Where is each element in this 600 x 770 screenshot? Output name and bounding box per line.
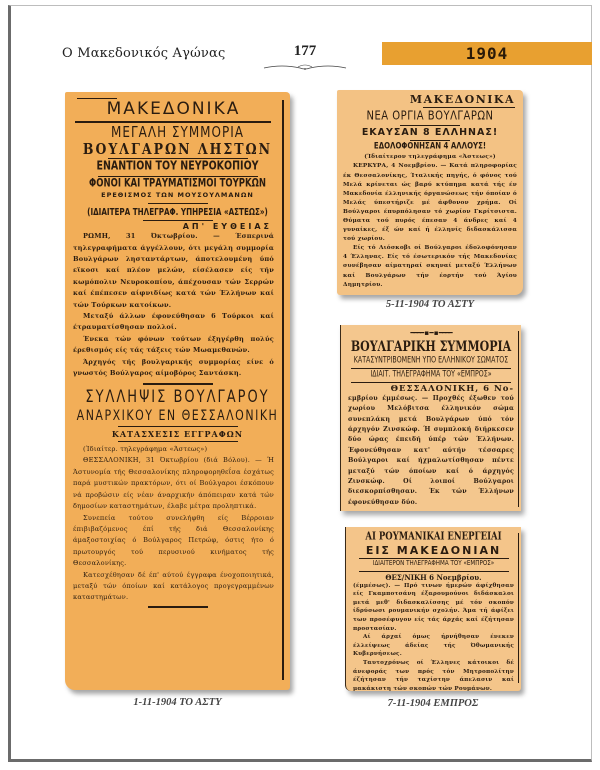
divider [118,441,238,442]
page-number: 177 [293,43,317,59]
paragraph: Συνεπεία τούτου συνελήφθη είς Βέρροιαν έπιβιβαζόμενος έπί τής διά Θεσσαλονίκης άμαξοστοιχίας ό Βούλγαρος Πετρώφ, όστις ήτο ό πρωτουργός τού περυσινού κινήματος τής Θεσσαλονίκης. [73,513,274,568]
divider [423,107,515,108]
dateline: ΘΕΣ/ΝΙΚΗ 6 Νοεμβρίου. [385,573,482,583]
headline: ΒΟΥΛΓΑΡΩΝ ΛΗΣΤΩΝ [82,139,273,158]
divider [148,606,208,608]
ornament-divider-icon: ━━━━ ▪ ━ ▪ ━━━━ [410,329,452,337]
caption: 7-11-1904 ΕΜΠΡΟΣ [387,698,479,709]
paragraph: Μεταξύ άλλων έφονεύθησαν 6 Τούρκοι καί έτραυματίσθησαν πολλοί. [73,312,274,332]
headline: ΝΕΑ ΟΡΓΙΑ ΒΟΥΛΓΑΡΩΝ [366,109,494,123]
section-title: ΜΑΚΕΔΟΝΙΚΑ [409,93,515,106]
paragraph: ΘΕΣΣΑΛΟΝΙΚΗ, 31 Όκτωβρίου (διά Βόλου). — Ή Άστυνομία τής Θεσσαλονίκης πληροφορηθεΐσα έσχάτως παρά μυστικών πρακτόρων, ότι οί Βούλγαροι έσκόπουν νά προβώσιν είς νέαν άναρχικήν άπόπειραν κατά τών δημοσίων καταστημάτων, έλαβε μέτρα προληπτικά. [73,456,274,511]
source-line: ΙΔΙΑΙΤΕΡΟΝ ΤΗΛΕΓΡΑΦΗΜΑ ΤΟΥ «ΕΜΠΡΟΣ» [372,560,495,569]
source-line: (ΙΔΙΑΙΤΕΡΑ ΤΗΛΕΓΡΑΦ. ΥΠΗΡΕΣΙΑ «ΑΣΤΕΩΣ») [87,205,268,218]
source-line: (Ίδιαίτερ. τηλεγράφημα «Άστεως») [83,445,208,454]
headline: ΕΡΕΘΙΣΜΟΣ ΤΩΝ ΜΟΥΣΟΥΛΜΑΝΩΝ [101,191,254,200]
source-line: ΙΔΙΑΙΤ. ΤΗΛΕΓΡΑΦΗΜΑ ΤΟΥ «ΕΜΠΡΟΣ» [370,369,492,380]
divider [118,426,238,427]
source-line: (Ίδιαίτερον τηλεγράφημα «Άστεως») [364,154,496,161]
year-label: 1904 [465,44,509,63]
headline: ΦΟΝΟΙ ΚΑΙ ΤΡΑΥΜΑΤΙΣΜΟΙ ΤΟΥΡΚΩΝ [89,176,266,190]
divider [400,125,460,126]
headline: ΕΝΑΝΤΙΟΝ ΤΟΥ ΝΕΥΡΟΚΟΠΙΟΥ [96,158,259,174]
clipping-asty-5-11-1904 [337,90,523,295]
paragraph: Είς τό Λιόσκοβι οί Βούλγαροι έδολοφόνησαν 4 Έλληνας. Είς τό έσωτερικόν τής Μακεδονίας συνέβησαν αίματηραί σκηναί μεταξύ Έλλήνων καί Βουλγάρων τήν έορτήν τού Άγίου Δημητρίου. [343,245,517,288]
ornament-flourish-icon [262,63,348,71]
divider [143,383,213,385]
column-rule [282,100,284,680]
section-title: ΒΟΥΛΓΑΡΙΚΗ ΣΥΜΜΟΡΙΑ [350,337,512,355]
article-body [353,582,514,691]
caption: 1-11-1904 ΤΟ ΑΣΤΥ [133,697,222,708]
article-body [73,231,282,379]
dateline-label: ΑΠ' ΕΥΘΕΙΑΣ [182,221,272,231]
headline: ΑΝΑΡΧΙΚΟΥ ΕΝ ΘΕΣΣΑΛΟΝΙΚΗ [76,407,279,425]
headline: ΣΥΛΛΗΨΙΣ ΒΟΥΛΓΑΡΟΥ [85,387,270,407]
paragraph: Άρχηγός τής βουλγαρικής συμμορίας είνε ό γνωστός Βούλγαρος αίμοβόρος Σαντάσκη. [73,357,274,378]
paragraph: Αί άρχαί όμως ήρνήθησαν ένεκεν έλλείψεως άδείας τής Όθωμανικής Κυβερνήσεως. [353,634,514,658]
headline: ΚΑΤΑΣΧΕΣΙΣ ΕΓΓΡΑΦΩΝ [111,428,244,439]
column-rule [518,331,519,507]
running-title: Ο Μακεδονικός Αγώνας [62,46,226,61]
headline: ΕΔΟΛΟΦΟΝΗΣΑΝ 4 ΑΛΛΟΥΣ! [373,141,487,151]
headline: ΜΕΓΑΛΗ ΣΥΜΜΟΡΙΑ [111,123,244,141]
divider [143,220,213,221]
caption: 5-11-1904 ΤΟ ΑΣΤΥ [385,299,475,310]
article-body [73,444,282,604]
dateline: ΘΕΣΣΑΛΟΝΙΚΗ, 6 Νο- [390,383,514,394]
year-tab [382,42,592,65]
clipping-asty-1-11-1904 [65,92,290,690]
article-body [348,394,514,508]
clipping-empros-bulgarian-band [340,325,521,511]
section-title: ΜΑΚΕΔΟΝΙΚΑ [106,99,241,119]
headline: ΚΑΤΑΣΥΝΤΡΙΒΟΜΕΝΗ ΥΠΟ ΕΛΛΗΝΙΚΟΥ ΣΩΜΑΤΟΣ [353,354,509,365]
paragraph: Ταυτοχρόνως οί Έλληνες κάτοικοι δέ άνεφοράς των πρός τόν Μητροπολίτην έζήτησαν τήν ταχίστην άπελασιν καί μακάκιστη τών σκοπών τών Ρουμάνων. [353,660,514,691]
divider [351,382,511,383]
divider [359,571,509,572]
column-rule [518,533,519,683]
paragraph: Ένεκα τών φόνων τούτων έξηγέρθη πολύς έρεθισμός είς τάς τάξεις τών Μωαμεθανών. [73,334,274,355]
headline: ΕΙΣ ΜΑΚΕΔΟΝΙΑΝ [365,543,502,557]
clipping-empros-7-11-1904 [345,527,521,691]
headline: ΕΚΑΥΣΑΝ 8 ΕΛΛΗΝΑΣ! [361,127,499,139]
paragraph: Κατεσχέθησαν δέ έπ' αύτού έγγραφα ένοχοποιητικά, μεταξύ τών όποίων καί κατάλογος προγεγραμμένων καταστημάτων. [73,570,274,602]
paragraph: ΚΕΡΚΥΡΑ, 4 Νοεμβρίου. — Κατά πληροφορίας έκ Θεσσαλονίκης, Ίταλικής πηγής, ό φόνος τού Μελά κρίνεται ώς βαρύ κτύπημα κατά τής έν Μακεδονία έλληνικής όργανώσεως τήν όποίαν ό Μελάς ύπεστήριζε μέ άφθονον χρήμα. Οί Βούλγαροι έπυρπόλησαν τό χωρίον Γκρίτσιστα. Θύματα τού πυρός έπεσαν 4 άνδρες καί 4 γυναίκες, έξ ών καί ή έλληνίς διδασκάλισσα τού χωρίου. [343,163,517,243]
headline: ΑΙ ΡΟΥΜΑΝΙΚΑΙ ΕΝΕΡΓΕΙΑΙ [365,530,502,544]
article-body [343,153,517,289]
paragraph: (έμμέσως). — Πρό τινων ήμερών άφίχθησαν είς Γκαμποτσάνη έξαρουμούνοι διδάσκαλοι μετά μεθ' διδασκαλίσσης μέ τόν σκοπόν ίδρύσωσι ρουμανικήν σχολήν. Άμα τή άφίξει των προσέφυγον είς τάς άρχάς καί έζήτησαν προστασίαν. [353,582,514,632]
paragraph: ΡΩΜΗ, 31 Όκτωβρίου. — Έσπερινά τηλεγραφήματα άγγέλλουν, ότι μεγάλη συμμορία Βουλγάρων λησταντάρτων, άποτελουμένη ύπό εϊκοσι καί πλέον μελών, είσέλασεν είς τήν κωμόπολιν Νευροκοπίου, άπέχουσαν τών Σερρών καί έπέπεσεν αίφνιδίως κατά τών Έλλήνων καί τών Τούρκων κατοίκων. [73,232,274,309]
paragraph: εμβρίου έμμέσως. — Προχθές έξωθεν τού χωρίου Μελόβιτσα έλληνικόν σώμα συνεπλάκη μετά Βουλγάρων ύπό τόν άρχηγόν Ζινσκώφ. Ή συμπλοκή διήρκεσεν δύο ώρας έπειδή ύπέρ τών Έλλήνων. Έφονεύθησαν κατ' αύτήν τέσσαρες Βούλγαροι καί ήχμαλωτίσθησαν πέντε μεταξύ τών όποίων καί ό άρχηγός Ζινσκώφ. Οί λοιποί Βούλγαροι διεσκορπίσθησαν. Έκ τών Έλλήνων έφονεύθησαν δύο. [348,394,514,506]
